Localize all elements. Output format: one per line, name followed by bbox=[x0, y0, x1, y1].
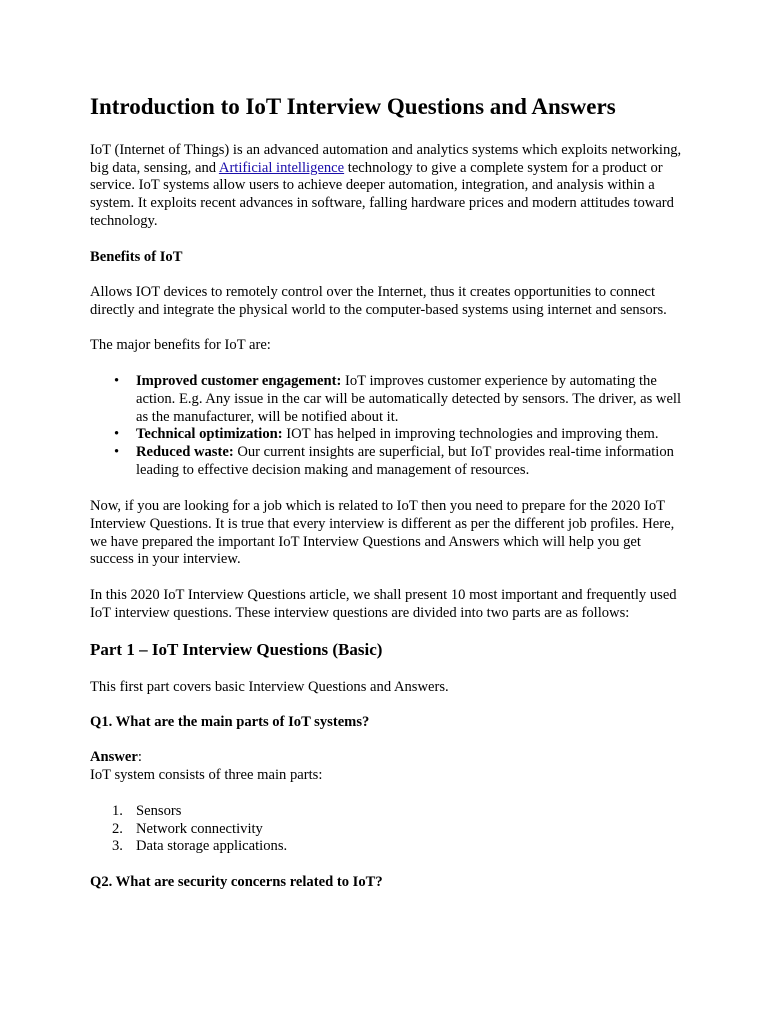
list-item bbox=[112, 802, 688, 821]
q1-parts-list bbox=[90, 803, 688, 857]
part1-intro: This first part covers basic Interview Questions and Answers. bbox=[90, 678, 449, 695]
job-paragraph: Now, if you are looking for a job which is related to IoT then you need to prepare for the 2020 IoT Interview Questions. It is true that every interview is different as per the different job profiles. Here, we have prepared the important IoT Interview Questions and Answers which will help you get success in your interview. bbox=[90, 497, 675, 568]
benefits-paragraph: Allows IOT devices to remotely control over the Internet, thus it creates opportunities to connect directly and integrate the physical world to the computer-based systems using internet and sensors. bbox=[90, 284, 667, 318]
list-number: 2. bbox=[112, 820, 123, 837]
list-number: 1. bbox=[112, 802, 123, 819]
q1-answer bbox=[90, 749, 688, 785]
bullet-icon: • bbox=[114, 372, 120, 389]
intro-text-before-link: IoT (Internet of Things) is an advanced automation and analytics systems which exploits networking, big data, sensing, and bbox=[90, 141, 682, 176]
artificial-intelligence-link[interactable]: Artificial intelligence bbox=[218, 159, 345, 176]
q2-question: Q2. What are security concerns related to IoT? bbox=[90, 873, 383, 890]
list-item bbox=[114, 372, 688, 427]
benefit-text: IOT has helped in improving technologies and improving them. bbox=[282, 426, 659, 443]
list-item-text: Network connectivity bbox=[136, 820, 263, 837]
part1-heading: Part 1 – IoT Interview Questions (Basic) bbox=[90, 640, 383, 660]
page-title: Introduction to IoT Interview Questions and Answers bbox=[90, 94, 616, 119]
bullet-icon: • bbox=[114, 426, 120, 443]
intro-paragraph bbox=[90, 142, 688, 232]
list-item bbox=[112, 820, 688, 839]
benefits-list bbox=[90, 373, 688, 480]
answer-label-line bbox=[90, 749, 688, 767]
list-item bbox=[114, 444, 688, 480]
list-item-text: Sensors bbox=[136, 802, 182, 819]
list-item bbox=[112, 838, 688, 856]
intro-text-after-link: technology to give a complete system for a product or service. IoT systems allow users to achieve deeper automation, integration, and analysis within a system. It exploits recent advances in software, falling hardware prices and modern attitudes toward technology. bbox=[90, 159, 674, 230]
benefit-label: Technical optimization: bbox=[136, 426, 283, 443]
benefit-label: Reduced waste: bbox=[136, 444, 234, 461]
list-number: 3. bbox=[112, 838, 123, 855]
list-item-text: Data storage applications. bbox=[136, 838, 288, 855]
bullet-icon: • bbox=[114, 444, 120, 461]
benefit-text: Our current insights are superficial, but IoT provides real-time information leading to effective decision making and management of resources. bbox=[136, 444, 674, 479]
benefit-label: Improved customer engagement: bbox=[136, 372, 342, 389]
q1-question: Q1. What are the main parts of IoT systems? bbox=[90, 713, 370, 730]
benefits-lead: The major benefits for IoT are: bbox=[90, 337, 271, 354]
answer-text: IoT system consists of three main parts: bbox=[90, 767, 323, 784]
benefit-text: IoT improves customer experience by automating the action. E.g. Any issue in the car will be automatically detected by sensors. The driver, as well as the manufacturer, will be notified about it. bbox=[136, 372, 682, 425]
answer-label: Answer bbox=[90, 749, 138, 766]
article-paragraph: In this 2020 IoT Interview Questions article, we shall present 10 most important and frequently used IoT interview questions. These interview questions are divided into two parts are as follows: bbox=[90, 586, 677, 621]
list-item bbox=[114, 426, 688, 444]
answer-colon: : bbox=[137, 749, 142, 766]
benefits-heading: Benefits of IoT bbox=[90, 248, 183, 265]
